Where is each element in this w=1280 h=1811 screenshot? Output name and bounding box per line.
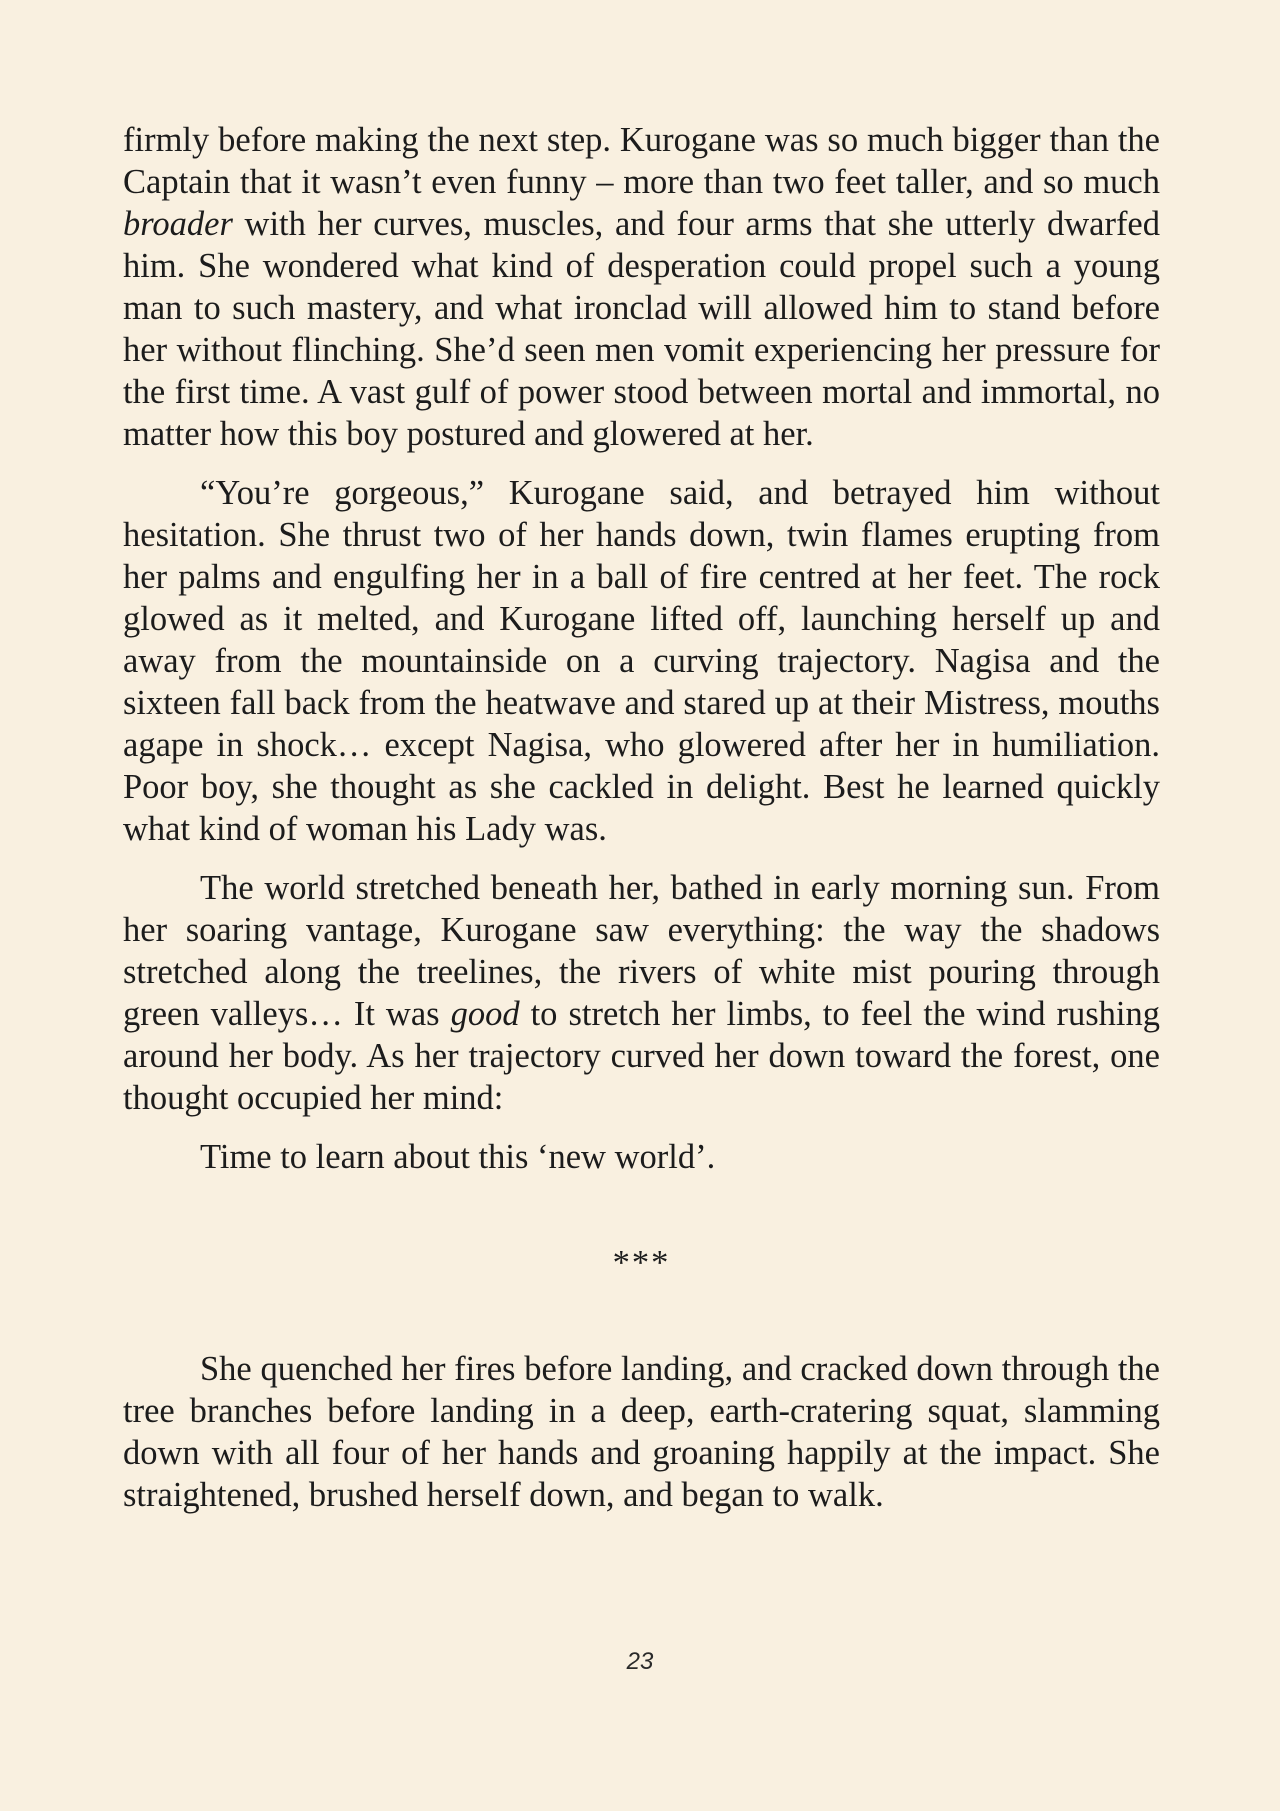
paragraph xyxy=(123,1136,1160,1178)
page-body xyxy=(123,119,1160,1516)
paragraph-text: The world stretched beneath her, bathed in early morning sun. From her soaring vantage, Kurogane saw everything: the way the shadows stretched along the treelines, the rivers of white mist pouring through green valleys… It was xyxy=(123,869,1160,1033)
italic-text: good xyxy=(450,995,520,1033)
paragraph-text: to stretch her limbs, to feel the wind rushing around her body. As her trajectory curved her down toward the forest, one thought occupied her mind: xyxy=(123,995,1160,1117)
scene-break: *** xyxy=(612,1244,671,1282)
paragraphs-before-break xyxy=(123,119,1160,1178)
paragraph xyxy=(123,867,1160,1119)
paragraph xyxy=(123,1348,1160,1516)
paragraph-text: firmly before making the next step. Kurogane was so much bigger than the Captain that it wasn’t even funny – more than two feet taller, and so much xyxy=(123,121,1160,201)
paragraph-text: with her curves, muscles, and four arms that she utterly dwarfed him. She wondered what kind of desperation could propel such a young man to such mastery, and what ironclad will allowed him to stand before her without flinching. She’d seen men vomit experiencing her pressure for the first time. A vast gulf of power stood between mortal and immortal, no matter how this boy postured and glowered at her. xyxy=(123,205,1160,453)
paragraph-text: “You’re gorgeous,” Kurogane said, and betrayed him without hesitation. She thrust two of her hands down, twin flames erupting from her palms and engulfing her in a ball of fire centred at her feet. The rock glowed as it melted, and Kurogane lifted off, launching herself up and away from the mountainside on a curving trajectory. Nagisa and the sixteen fall back from the heatwave and stared up at their Mistress, mouths agape in shock… except Nagisa, who glowered after her in humiliation. Poor boy, she thought as she cackled in delight. Best he learned quickly what kind of woman his Lady was. xyxy=(123,474,1160,848)
page-number: 23 xyxy=(626,1648,654,1675)
paragraph xyxy=(123,119,1160,455)
paragraphs-after-break xyxy=(123,1348,1160,1516)
italic-text: broader xyxy=(123,205,233,243)
paragraph-text: Time to learn about this ‘new world’. xyxy=(200,1138,716,1176)
paragraph-text: She quenched her fires before landing, and cracked down through the tree branches before landing in a deep, earth-cratering squat, slamming down with all four of her hands and groaning happily at the impact. She straightened, brushed herself down, and began to walk. xyxy=(123,1350,1160,1514)
paragraph xyxy=(123,472,1160,850)
